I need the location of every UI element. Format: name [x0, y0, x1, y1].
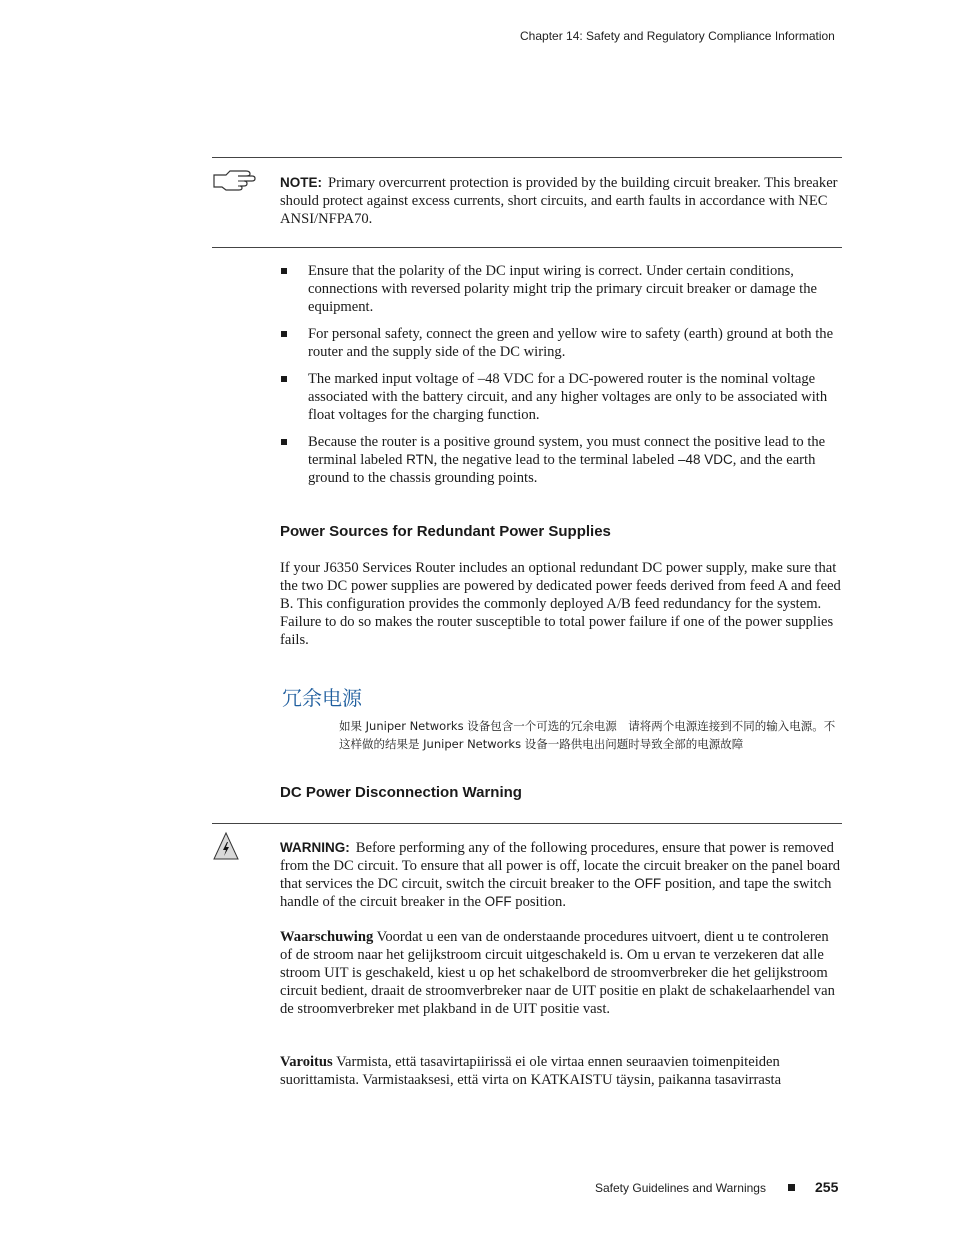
finnish-warning [280, 1053, 842, 1089]
bullet-text: The marked input voltage of –48 VDC for a DC-powered router is the nominal voltage associated with the battery circuit, and any higher voltages are only to be associated with float voltages for the charging function. [308, 371, 828, 423]
dutch-text: Voordat u een van de onderstaande procedures uitvoert, dient u te controleren of de stroom naar het gelijkstroom circuit uitgeschakeld is. Om u ervan te verzekeren dat alle stroom UIT is geschakeld, kiest u op het schakelbord de stroomverbreker die het gelijkstroom circuit bedient, draait de stroomverbreker naar de UIT positie en plakt de schakelaarhendel van de stroomverbreker met plakband in de UIT positie vast. [280, 929, 835, 1017]
list-item [280, 325, 842, 361]
page-number: 255 [815, 1179, 839, 1195]
terminal-label-48vdc: –48 VDC [677, 452, 733, 467]
note-bottom-rule [212, 247, 842, 248]
running-header: Chapter 14: Safety and Regulatory Compliance Information [520, 29, 835, 43]
pointing-hand-icon [212, 167, 256, 191]
dutch-label: Waarschuwing [280, 929, 374, 945]
note-label: NOTE: [280, 175, 322, 190]
finnish-label: Varoitus [280, 1054, 333, 1070]
heading-dc-disconnect: DC Power Disconnection Warning [280, 784, 522, 801]
electrical-warning-icon [212, 831, 240, 861]
footer-title: Safety Guidelines and Warnings [595, 1181, 766, 1195]
off-label: OFF [484, 894, 512, 909]
finnish-text: Varmista, että tasavirtapiirissä ei ole virtaa ennen seuraavien toimenpiteiden suorittamista. Varmistaaksesi, että virta on KATKAISTU täysin, paikanna tasavirrasta [280, 1054, 782, 1088]
bullet-square-icon [281, 331, 287, 337]
bullet-square-icon [281, 439, 287, 445]
warning-text: position, and tape the switch handle of the circuit breaker in the [280, 876, 832, 910]
bullet-text: Ensure that the polarity of the DC input wiring is correct. Under certain conditions, connections with reversed polarity might trip the primary circuit breaker or damage the equipment. [308, 263, 817, 315]
off-label: OFF [634, 876, 662, 891]
bullet-text: For personal safety, connect the green and yellow wire to safety (earth) ground at both the router and the supply side of the DC wiring. [308, 326, 834, 360]
list-item [280, 262, 842, 316]
warning-top-rule [212, 823, 842, 824]
note-top-rule [212, 157, 842, 158]
list-item [280, 433, 842, 487]
chinese-heading: 冗余电源 [282, 686, 362, 710]
chinese-paragraph: 如果 Juniper Networks 设备包含一个可选的冗余电源 请将两个电源连接到不同的输入电源。不这样做的结果是 Juniper Networks 设备一路供电出问题时导致全部的电源故障 [339, 719, 836, 751]
bullet-text: Because the router is a positive ground system, you must connect the positive lead to the terminal labeled [308, 434, 826, 468]
footer-square-icon [788, 1184, 795, 1191]
warning-label: WARNING: [280, 840, 350, 855]
dutch-warning [280, 928, 842, 1018]
warning-text: Before performing any of the following procedures, ensure that power is removed from the DC circuit. To ensure that all power is off, locate the circuit breaker on the panel board that services the DC circuit, switch the circuit breaker to the [280, 840, 841, 892]
warning-text: position. [511, 894, 566, 910]
requirements-list [280, 262, 842, 496]
list-item [280, 370, 842, 424]
bullet-text: , and the earth ground to the chassis grounding points. [308, 452, 816, 486]
bullet-square-icon [281, 376, 287, 382]
note-block [280, 174, 842, 228]
bullet-square-icon [281, 268, 287, 274]
redundant-power-paragraph: If your J6350 Services Router includes an optional redundant DC power supply, make sure that the two DC power supplies are powered by dedicated power feeds derived from feed A and feed B. This configuration provides the commonly deployed A/B feed redundancy for the system. Failure to do so makes the router susceptible to total power failure if one of the power supplies fails. [280, 560, 841, 648]
bullet-text: , the negative lead to the terminal labeled [433, 452, 678, 468]
note-text: Primary overcurrent protection is provided by the building circuit breaker. This breaker should protect against excess currents, short circuits, and earth faults in accordance with NEC ANSI/NFPA70. [280, 175, 838, 227]
terminal-label-rtn: RTN [406, 452, 434, 467]
warning-block [280, 839, 842, 911]
heading-redundant-power: Power Sources for Redundant Power Supplies [280, 523, 611, 540]
